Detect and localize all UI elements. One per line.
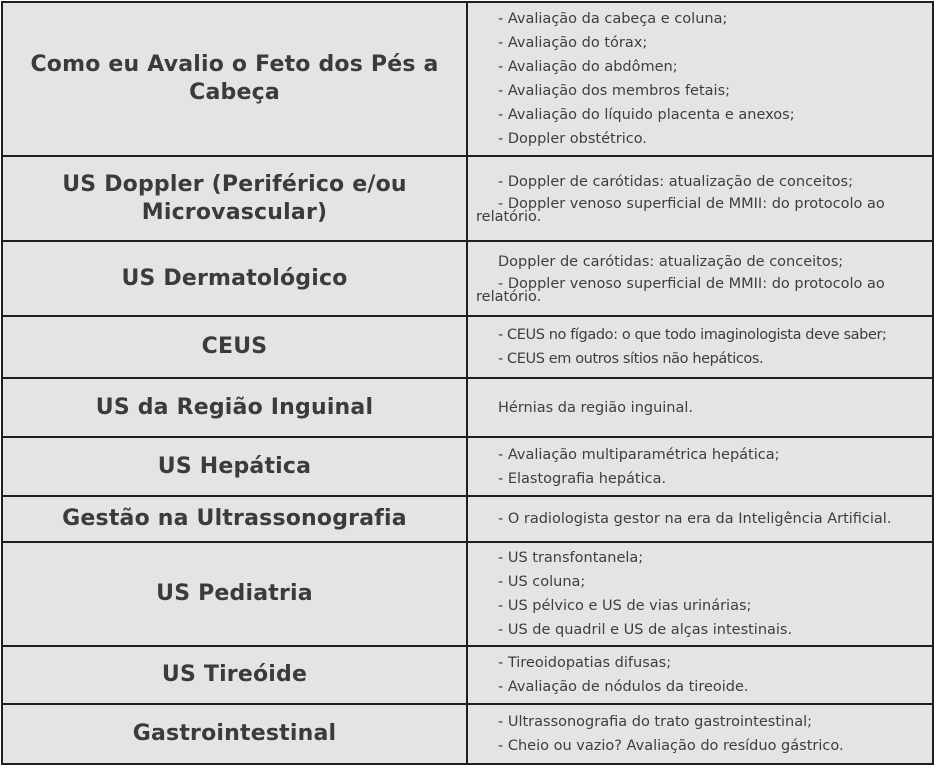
list-item: - Doppler venoso superficial de MMII: do protocolo ao relatório. [476, 195, 885, 225]
list-item: - CEUS em outros sítios não hepáticos. [498, 351, 764, 367]
list-item: - Doppler obstétrico. [498, 131, 647, 147]
list-item: - CEUS no fígado: o que todo imaginologista deve saber; [498, 327, 887, 343]
row-items [468, 438, 934, 495]
list-item: - US transfontanela; [498, 550, 644, 566]
list-item: - US de quadril e US de alças intestinais. [498, 622, 793, 638]
row-items [468, 317, 934, 377]
table-row [3, 705, 934, 765]
table-row [3, 317, 934, 379]
row-items [468, 705, 934, 763]
list-item: - Ultrassonografia do trato gastrointestinal; [498, 714, 813, 730]
row-items [468, 242, 934, 315]
course-table [1, 1, 934, 765]
row-title: US da Região Inguinal [3, 379, 468, 436]
table-row [3, 543, 934, 647]
list-item: - Avaliação dos membros fetais; [498, 83, 731, 99]
row-title: Gestão na Ultrassonografia [3, 497, 468, 541]
table-row [3, 647, 934, 705]
list-item: - Avaliação multiparamétrica hepática; [498, 446, 780, 463]
row-title: US Tireóide [3, 647, 468, 703]
row-title: Como eu Avalio o Feto dos Pés a Cabeça [3, 3, 468, 155]
row-items [468, 3, 934, 155]
table-row [3, 438, 934, 497]
list-item: - Cheio ou vazio? Avaliação do resíduo gástrico. [498, 738, 844, 754]
row-title: Gastrointestinal [3, 705, 468, 763]
list-item: - US coluna; [498, 574, 586, 590]
table-row [3, 242, 934, 317]
list-item: - Doppler venoso superficial de MMII: do protocolo ao relatório. [476, 275, 885, 305]
list-item: - Avaliação do abdômen; [498, 59, 678, 75]
row-items [468, 157, 934, 240]
list-item: Doppler de carótidas: atualização de conceitos; [498, 253, 844, 270]
list-item: Hérnias da região inguinal. [498, 399, 694, 416]
row-title: US Doppler (Periférico e/ou Microvascular) [3, 157, 468, 240]
list-item: - Avaliação da cabeça e coluna; [498, 11, 728, 27]
table-row [3, 157, 934, 242]
list-item: - O radiologista gestor na era da Inteligência Artificial. [498, 510, 892, 527]
row-items [468, 543, 934, 645]
row-items [468, 497, 934, 541]
row-title: US Pediatria [3, 543, 468, 645]
list-item: - Tireoidopatias difusas; [498, 655, 672, 671]
list-item: - Doppler de carótidas: atualização de conceitos; [498, 173, 853, 190]
row-title: CEUS [3, 317, 468, 377]
row-items [468, 379, 934, 436]
list-item: - US pélvico e US de vias urinárias; [498, 598, 752, 614]
list-item: - Avaliação do tórax; [498, 35, 648, 51]
table-row [3, 497, 934, 543]
list-item: - Avaliação de nódulos da tireoide. [498, 679, 749, 695]
table-row [3, 3, 934, 157]
row-title: US Dermatológico [3, 242, 468, 315]
list-item: - Avaliação do líquido placenta e anexos; [498, 107, 795, 123]
list-item: - Elastografia hepática. [498, 470, 667, 487]
row-title: US Hepática [3, 438, 468, 495]
row-items [468, 647, 934, 703]
table-row [3, 379, 934, 438]
